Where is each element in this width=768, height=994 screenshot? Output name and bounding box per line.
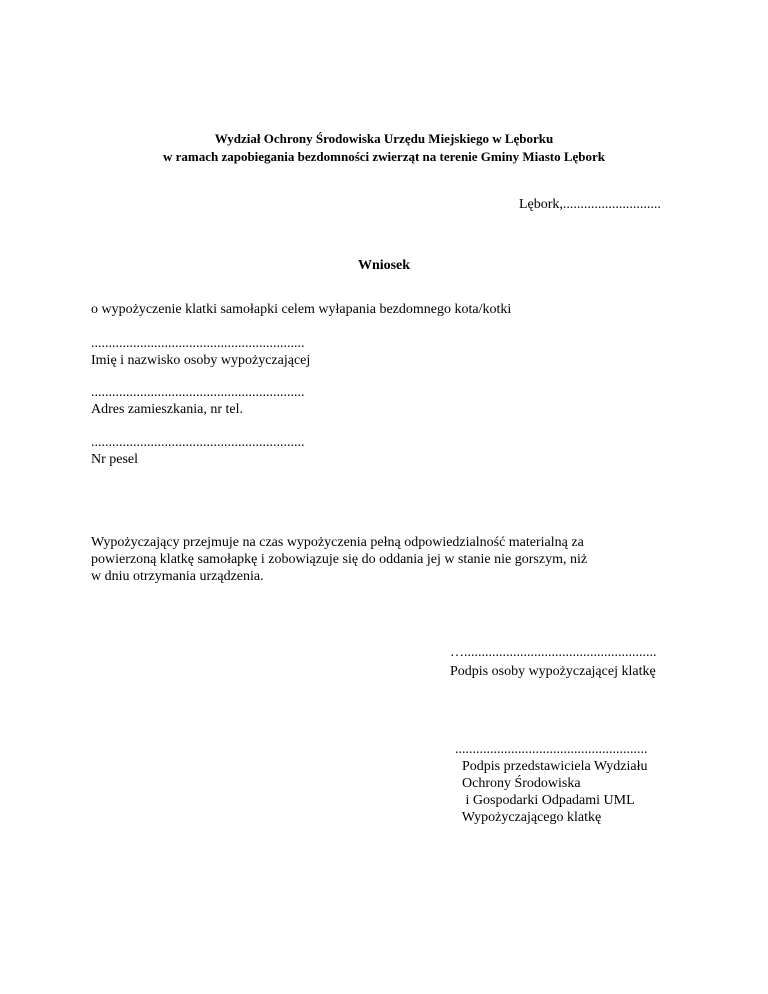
address-field [91,384,305,418]
representative-signature-line-3: i Gospodarki Odpadami UML [455,793,635,808]
name-field [91,335,310,369]
document-header [0,130,768,166]
representative-signature-line-1: Podpis przedstawiciela Wydziału [455,759,648,774]
header-line-2: w ramach zapobiegania bezdomności zwierząt na terenie Gminy Miasto Lębork [162,149,606,164]
declaration-line-2: powierzoną klatkę samołapkę i zobowiązuje się do oddania jej w stanie nie gorszym, niż [91,552,588,567]
pesel-field-label: Nr pesel [91,452,139,467]
declaration-line-1: Wypożyczający przejmuje na czas wypożyczenia pełną odpowiedzialność materialną za [91,535,584,550]
date-line: Lębork,............................ [519,197,661,212]
address-field-dots: ............................................................. [91,385,305,400]
representative-signature-dots: ....................................................... [455,742,648,757]
pesel-field [91,434,305,468]
address-field-label: Adres zamieszkania, nr tel. [91,402,243,417]
borrower-signature-label: Podpis osoby wypożyczającej klatkę [450,664,656,679]
representative-signature-block [455,741,648,826]
declaration-paragraph [91,534,691,585]
header-line-1: Wydział Ochrony Środowiska Urzędu Miejskiego w Lęborku [214,131,554,146]
name-field-label: Imię i nazwisko osoby wypożyczającej [91,353,311,368]
representative-signature-line-4: Wypożyczającego klatkę [455,810,602,825]
representative-signature-line-2: Ochrony Środowiska [455,776,581,791]
borrower-signature-block [450,643,657,681]
name-field-dots: ............................................................. [91,336,305,351]
pesel-field-dots: ............................................................. [91,435,305,450]
declaration-line-3: w dniu otrzymania urządzenia. [91,569,264,584]
purpose-text: o wypożyczenie klatki samołapki celem wyłapania bezdomnego kota/kotki [91,302,512,317]
document-title: Wniosek [357,258,411,273]
borrower-signature-dots: …....................................................... [450,645,657,660]
